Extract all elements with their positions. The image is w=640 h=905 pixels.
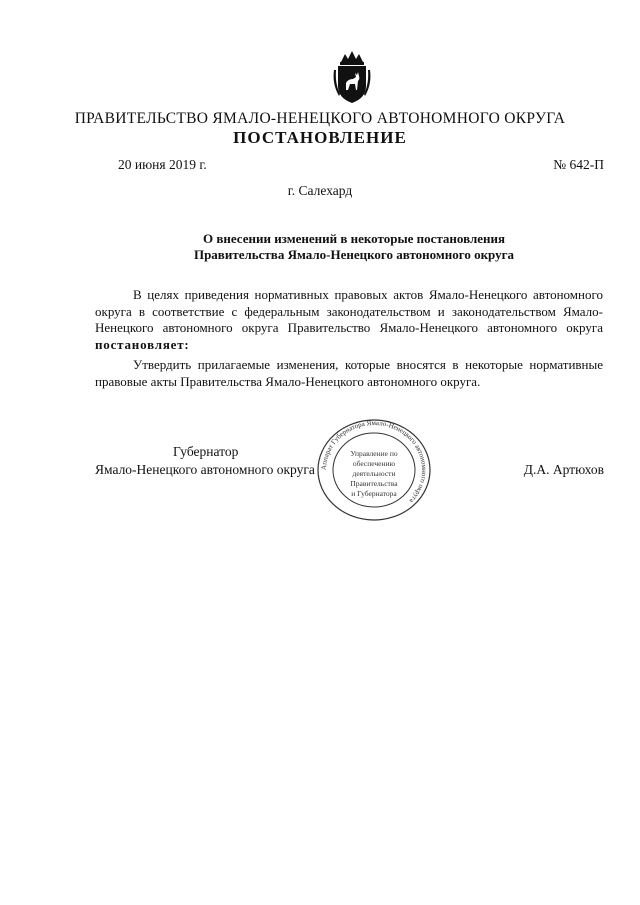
coat-of-arms-icon (331, 48, 373, 104)
subject-line-1: О внесении изменений в некоторые постановления (202, 231, 506, 246)
signatory-name: Д.А. Артюхов (523, 462, 604, 477)
stamp-ring-text: Аппарат Губернатора Ямало-Ненецкого автономного округа (319, 418, 429, 505)
stamp-line-5: и Губернатора (351, 489, 397, 498)
stamp-line-1: Управление по (350, 449, 398, 458)
document-subject (0, 231, 640, 263)
subject-line-2: Правительства Ямало-Ненецкого автономного округа (193, 247, 515, 262)
stamp-line-4: Правительства (350, 479, 398, 488)
paragraph-resolution: Утвердить прилагаемые изменения, которые вносятся в некоторые нормативные правовые акты Правительства Ямало-Ненецкого автономного округа. (95, 357, 603, 389)
stamp-line-3: деятельности (352, 469, 396, 478)
paragraph-preamble (95, 287, 603, 353)
signatory-position-region: Ямало-Ненецкого автономного округа (95, 462, 315, 477)
organization-title: ПРАВИТЕЛЬСТВО ЯМАЛО-НЕНЕЦКОГО АВТОНОМНОГО ОКРУГА (74, 110, 566, 127)
signatory-position: Губернатор (173, 444, 239, 459)
stamp-line-2: обеспечению (352, 459, 396, 468)
document-city: г. Салехард (287, 183, 353, 198)
preamble-bold-verb: постановляет: (95, 336, 190, 352)
document-date: 20 июня 2019 г. (118, 157, 207, 172)
document-type: ПОСТАНОВЛЕНИЕ (233, 128, 407, 147)
document-number: № 642-П (553, 157, 604, 172)
official-stamp (315, 418, 433, 522)
preamble-text: В целях приведения нормативных правовых актов Ямало-Ненецкого автономного округа в соответствие с федеральным законодательством и законодательством Ямало-Ненецкого автономного округа Правительство Ямало-Ненецкого автономного округа (95, 287, 603, 335)
